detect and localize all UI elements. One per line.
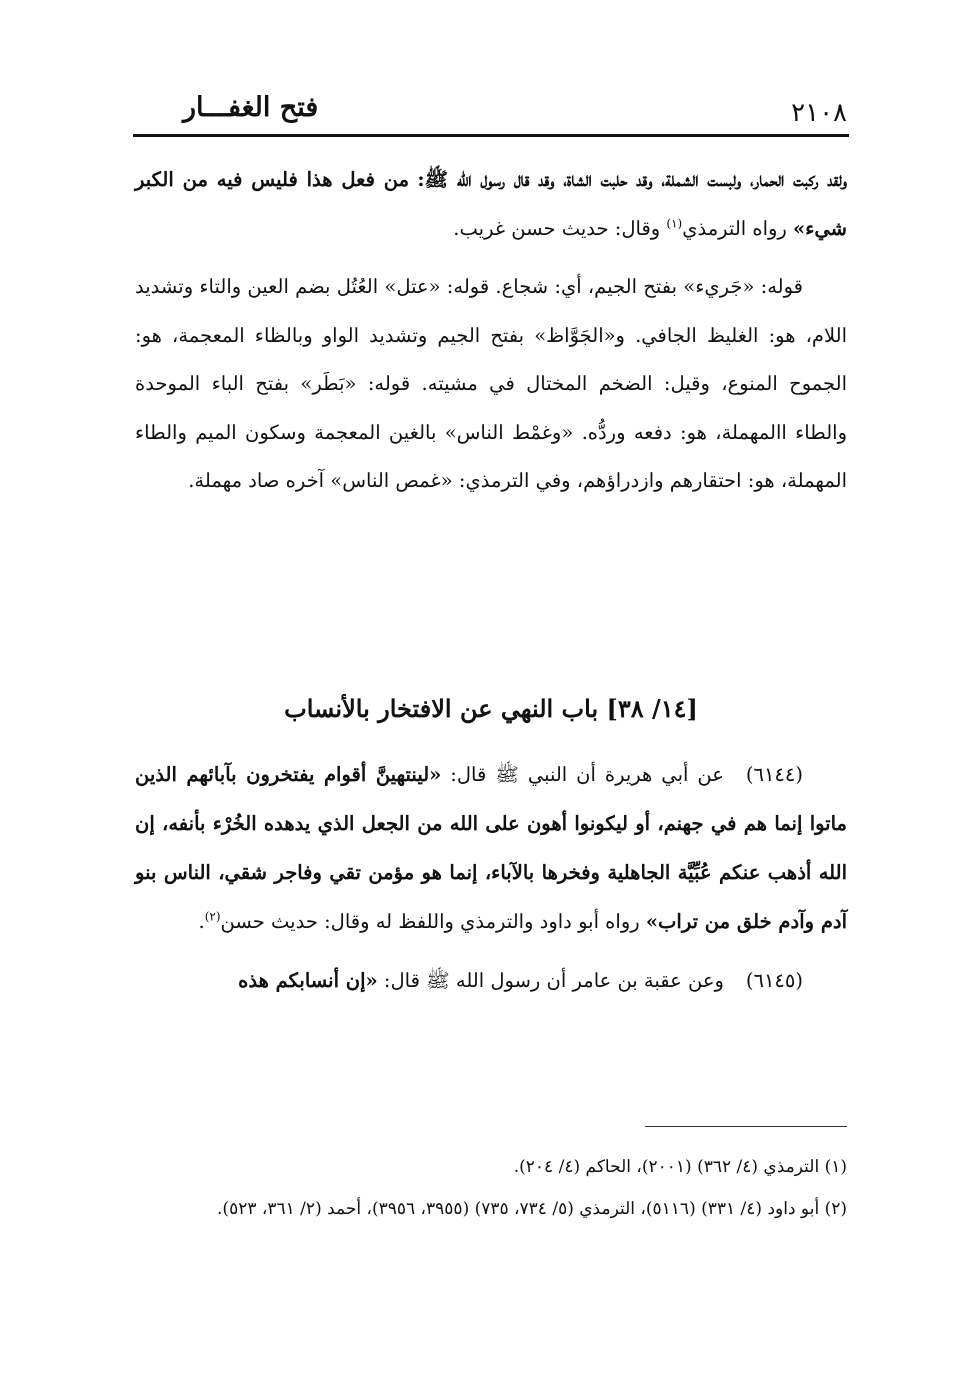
intro-quote-end: من فعل هذا فليس فيه من الكبر شيء» — [135, 168, 847, 240]
hadith-number: (٦١٤٤) — [745, 763, 803, 786]
hadith-6144 — [135, 750, 847, 946]
intro-paragraph — [135, 156, 847, 253]
hadith-6145 — [135, 956, 847, 1005]
hadith-attribution: رواه أبو داود والترمذي واللفظ له وقال: حديث حسن — [220, 910, 646, 933]
intro-grading: وقال: حديث حسن غريب. — [453, 216, 667, 240]
hadith-matn: «إن أنسابكم هذه — [238, 969, 378, 992]
main-text — [135, 156, 847, 506]
footnote-ref-2[interactable]: (٢) — [204, 909, 221, 924]
header-rule — [133, 134, 849, 137]
footnote-2: (٢) أبو داود (٤/ ٣٣١) (٥١١٦)، الترمذي (٥/ ٧٣٤، ٧٣٥) (٣٩٥٥، ٣٩٥٦)، أحمد (٢/ ٣٦١، ٥٢٣). — [217, 1199, 847, 1219]
commentary-paragraph: قوله: «جَريء» بفتح الجيم، أي: شجاع. قوله: «عتل» العُتُل بضم العين والتاء وتشديد اللام، هو: الغليظ الجافي. و«الجَوَّاظ» بفتح الجيم وتشديد الواو وبالظاء المعجمة، هو: الجموح المنوع، وقيل: الضخم المختال في مشيته. قوله: «بَطَر» بفتح الباء الموحدة والطاء االمهملة، هو: دفعه وردُّه. «وغمْط الناس» بالغين المعجمة وسكون الميم والطاء المهملة، هو: احتقارهم وازدراؤهم، وفي الترمذي: «غمص الناس» آخره صاد مهملة. — [135, 275, 847, 492]
footnotes — [135, 1146, 847, 1230]
footnote-ref-1[interactable]: (١) — [666, 216, 683, 230]
footnote-1: (١) الترمذي (٤/ ٣٦٢) (٢٠٠١)، الحاكم (٤/ ٢٠٤). — [513, 1157, 847, 1177]
hadith-chain: وعن عقبة بن عامر أن رسول الله ﷺ قال: — [377, 969, 724, 992]
hadith-matn: «لينتهينَّ أقوام يفتخرون بآبائهم الذين ماتوا إنما هم في جهنم، أو ليكونوا أهون على الله من الجعل الذي يدهده الخُرْء بأنفه، إن الله أذهب عنكم عُبِّيَّة الجاهلية وفخرها بالآباء، إنما هو مؤمن تقي وفاجر شقي، الناس بنو آدم وآدم خلق من تراب» — [135, 763, 847, 933]
section-title: [١٤/ ٣٨] باب النهي عن الافتخار بالأنساب — [284, 694, 698, 723]
hadith-tail: . — [198, 910, 205, 933]
page-number: ٢١٠٨ — [791, 98, 847, 128]
hadith-chain: عن أبي هريرة أن النبي ﷺ قال: — [441, 763, 724, 786]
intro-line-1: ولقد ركبت الحمار، ولبست الشملة، وقد حلبت الشاة، وقد قال رسول الله ﷺ: — [417, 168, 848, 191]
footnote-rule — [645, 1126, 847, 1127]
hadith-number: (٦١٤٥) — [745, 969, 803, 992]
running-title: فتح الغفـــار — [183, 92, 319, 123]
page-header — [135, 92, 847, 132]
intro-attribution: رواه الترمذي — [682, 216, 794, 240]
hadith-section — [135, 750, 847, 1005]
